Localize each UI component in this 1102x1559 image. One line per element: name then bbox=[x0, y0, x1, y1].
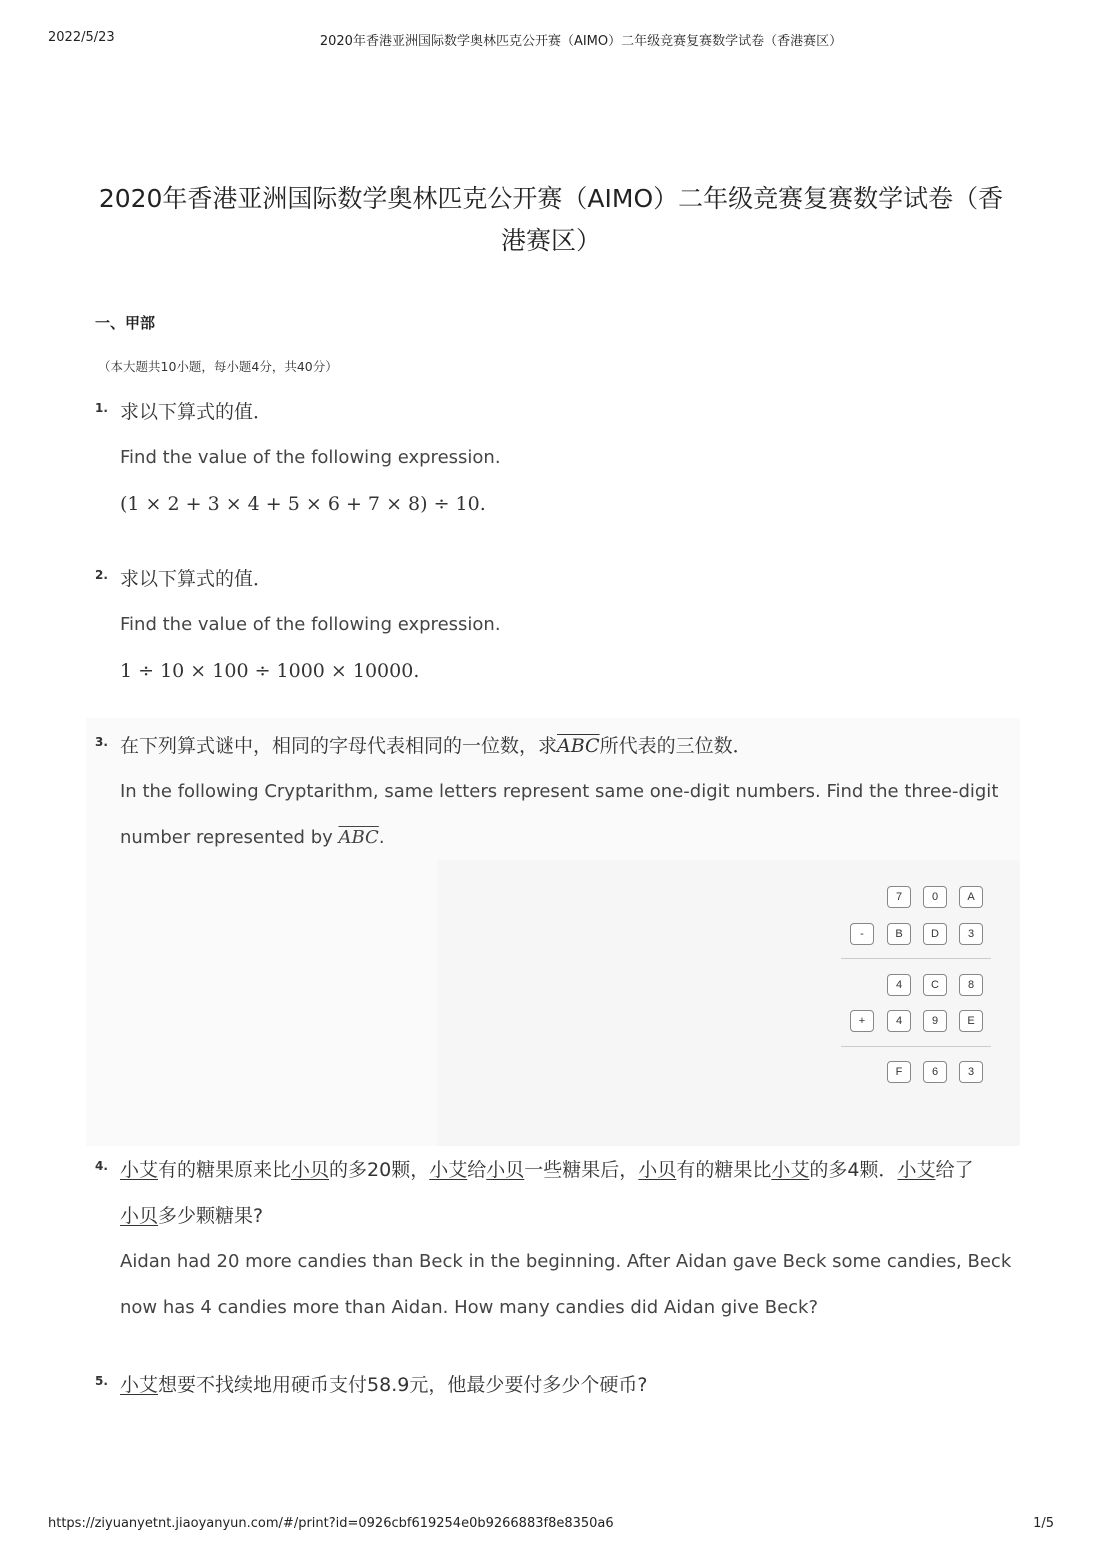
question-zh-part: 有的糖果原来比 bbox=[158, 1159, 292, 1181]
question-zh-part: 给 bbox=[467, 1159, 487, 1181]
question-zh-line2 bbox=[120, 1193, 1005, 1239]
name-aidan: 小艾 bbox=[429, 1159, 468, 1181]
question-en-part: number represented by bbox=[120, 827, 339, 848]
document-title bbox=[90, 178, 1012, 262]
puzzle-operator-cell: + bbox=[850, 1010, 874, 1032]
question-math: (1 × 2 + 3 × 4 + 5 × 6 + 7 × 8) ÷ 10. bbox=[120, 493, 486, 515]
question-number: 5. bbox=[95, 1374, 108, 1388]
question-zh-part: 一些糖果后， bbox=[524, 1159, 639, 1181]
header-date: 2022/5/23 bbox=[48, 30, 115, 45]
header-title: 2020年香港亚洲国际数学奥林匹克公开赛（AIMO）二年级竞赛复赛数学试卷（香港赛区） bbox=[319, 34, 843, 49]
question-number: 1. bbox=[95, 401, 108, 415]
question-number: 3. bbox=[95, 735, 108, 749]
name-aidan: 小艾 bbox=[897, 1159, 936, 1181]
question-3 bbox=[95, 737, 1005, 861]
footer-url[interactable]: https://ziyuanyetnt.jiaoyanyun.com/#/print?id=0926cbf619254e0b9266883f8e8350a6 bbox=[48, 1516, 614, 1531]
question-en-line2 bbox=[120, 815, 1005, 861]
question-zh-part: 想要不找续地用硬币支付58.9元，他最少要付多少个硬币? bbox=[158, 1374, 648, 1396]
name-beck: 小贝 bbox=[291, 1159, 330, 1181]
question-zh-part: 多少颗糖果? bbox=[158, 1205, 264, 1227]
puzzle-cell: B bbox=[887, 923, 911, 945]
puzzle-operator-cell: - bbox=[850, 923, 874, 945]
question-2 bbox=[95, 570, 1005, 694]
question-zh-part: 的多20颗， bbox=[329, 1159, 430, 1181]
name-aidan: 小艾 bbox=[120, 1374, 159, 1396]
document-title-line2: 港赛区） bbox=[500, 226, 601, 255]
puzzle-cell: 3 bbox=[959, 923, 983, 945]
question-zh: 求以下算式的值． bbox=[120, 401, 273, 423]
puzzle-cell: D bbox=[923, 923, 947, 945]
question-number: 4. bbox=[95, 1159, 108, 1173]
question-zh: 求以下算式的值． bbox=[120, 568, 273, 590]
question-zh-part: 所代表的三位数． bbox=[599, 735, 752, 757]
question-zh-part: 的多4颗． bbox=[809, 1159, 898, 1181]
question-4 bbox=[95, 1159, 1012, 1331]
puzzle-cell: 7 bbox=[887, 886, 911, 908]
puzzle-cell: 6 bbox=[923, 1061, 947, 1083]
question-zh-line1 bbox=[120, 1147, 1005, 1193]
puzzle-cell: A bbox=[959, 886, 983, 908]
puzzle-cell: C bbox=[923, 974, 947, 996]
footer-page-number: 1/5 bbox=[1033, 1516, 1054, 1531]
abc-overline: $\overline{ABC}$ bbox=[557, 735, 600, 757]
question-zh-part: 在下列算式谜中，相同的字母代表相同的一位数，求 bbox=[120, 735, 558, 757]
question-en: Find the value of the following expression. bbox=[120, 614, 501, 635]
question-en-line2: now has 4 candies more than Aidan. How many candies did Aidan give Beck? bbox=[120, 1297, 819, 1318]
section-note: （本大题共10小题，每小题4分，共40分） bbox=[98, 359, 338, 374]
puzzle-cell: 4 bbox=[887, 1010, 911, 1032]
question-zh-part: 给了 bbox=[935, 1159, 974, 1181]
question-zh bbox=[120, 723, 1005, 769]
question-zh-part: 有的糖果比 bbox=[676, 1159, 772, 1181]
question-1 bbox=[95, 403, 1005, 527]
puzzle-cell: 9 bbox=[923, 1010, 947, 1032]
document-title-line1: 2020年香港亚洲国际数学奥林匹克公开赛（AIMO）二年级竞赛复赛数学试卷（香 bbox=[98, 184, 1004, 213]
question-en-part: . bbox=[378, 827, 385, 848]
name-beck: 小贝 bbox=[120, 1205, 159, 1227]
question-en-line1: In the following Cryptarithm, same letters represent same one-digit numbers. Find the three-digit bbox=[120, 781, 999, 802]
name-aidan: 小艾 bbox=[120, 1159, 159, 1181]
puzzle-cell: 3 bbox=[959, 1061, 983, 1083]
name-aidan: 小艾 bbox=[771, 1159, 810, 1181]
name-beck: 小贝 bbox=[638, 1159, 677, 1181]
question-zh bbox=[120, 1362, 1005, 1408]
puzzle-cell: 4 bbox=[887, 974, 911, 996]
puzzle-cell: 8 bbox=[959, 974, 983, 996]
puzzle-cell: F bbox=[887, 1061, 911, 1083]
puzzle-rule bbox=[841, 958, 991, 959]
question-en: Find the value of the following expression. bbox=[120, 447, 501, 468]
puzzle-rule bbox=[841, 1046, 991, 1047]
question-number: 2. bbox=[95, 568, 108, 582]
puzzle-cell: E bbox=[959, 1010, 983, 1032]
section-heading: 一、甲部 bbox=[95, 314, 156, 332]
question-math: 1 ÷ 10 × 100 ÷ 1000 × 10000. bbox=[120, 660, 420, 682]
puzzle-cell: 0 bbox=[923, 886, 947, 908]
abc-overline: $\overline{ABC}$ bbox=[338, 827, 379, 848]
name-beck: 小贝 bbox=[486, 1159, 525, 1181]
question-en-line1: Aidan had 20 more candies than Beck in the beginning. After Aidan gave Beck some candies, Beck bbox=[120, 1251, 1012, 1272]
question-5 bbox=[95, 1376, 1005, 1408]
